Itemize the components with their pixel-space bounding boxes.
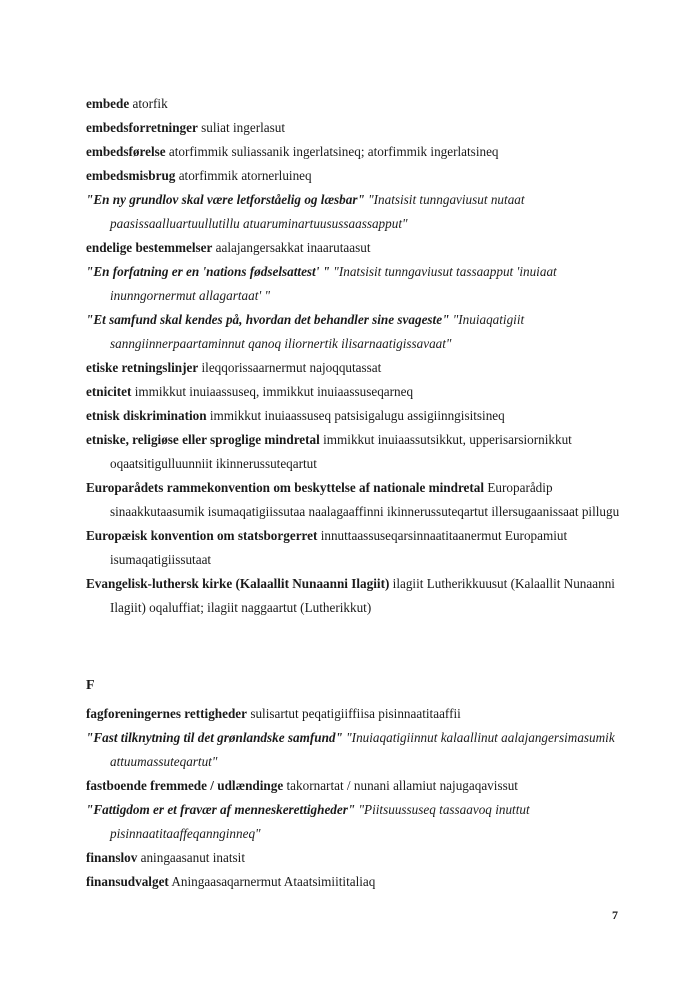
entry-term: embedsførelse [86, 144, 166, 159]
entry-definition: "Inuiaqatigiinnut kalaallinut aalajangersimasumik attuumassuteqartut" [110, 730, 615, 769]
glossary-entry [86, 798, 626, 846]
entry-definition: "Inatsisit tunngaviusut tassaapput 'inuiaat inunngornermut allagartaat' " [110, 264, 557, 303]
entry-definition: sulisartut peqatigiiffiisa pisinnaatitaaffii [250, 706, 461, 721]
entry-term: endelige bestemmelser [86, 240, 213, 255]
entry-definition: innuttaassuseqarsinnaatitaanermut Europamiut isumaqatigiissutaat [110, 528, 568, 567]
entry-definition: takornartat / nunani allamiut najugaqavissut [286, 778, 518, 793]
entry-term: Europæisk konvention om statsborgerret [86, 528, 318, 543]
glossary-entry [86, 116, 626, 140]
entry-term: etiske retningslinjer [86, 360, 199, 375]
section-letter-f: F [86, 678, 95, 693]
entry-definition: aalajangersakkat inaarutaasut [215, 240, 371, 255]
entry-definition: ilagiit Lutherikkuusut (Kalaallit Nunaanni Ilagiit) oqaluffiat; ilagiit naggaartut (Lutherikkut) [110, 576, 615, 615]
entry-term: etnicitet [86, 384, 132, 399]
glossary-entry [86, 260, 626, 308]
entry-term: Evangelisk-luthersk kirke (Kalaallit Nunaanni Ilagiit) [86, 576, 390, 591]
entry-term: embedsmisbrug [86, 168, 176, 183]
glossary-entry [86, 774, 626, 798]
glossary-entry [86, 140, 626, 164]
entry-definition: Europarådip sinaakkutaasumik isumaqatigiissutaa naalagaaffinni ikinnerussuteqartut illersugaanissaat pillugu [110, 480, 620, 519]
entry-definition: "Inatsisit tunngaviusut nutaat paasissaalluartuullutillu atuaruminartuusussaassapput" [110, 192, 525, 231]
glossary-entry [86, 702, 626, 726]
entry-definition: Aningaasaqarnermut Ataatsimiititaliaq [171, 874, 376, 889]
entry-term: fagforeningernes rettigheder [86, 706, 248, 721]
section-f-entries [86, 702, 626, 894]
glossary-entry [86, 308, 626, 356]
section-e-entries [86, 92, 626, 620]
entry-definition: atorfimmik suliassanik ingerlatsineq; atorfimmik ingerlatsineq [168, 144, 499, 159]
glossary-entry [86, 380, 626, 404]
entry-term: "Fattigdom er et fravær af menneskerettigheder" [86, 802, 356, 817]
entry-definition: immikkut inuiaassuseq, immikkut inuiaassuseqarneq [134, 384, 414, 399]
glossary-entry [86, 92, 626, 116]
entry-term: fastboende fremmede / udlændinge [86, 778, 284, 793]
entry-term: "En ny grundlov skal være letforståelig og læsbar" [86, 192, 365, 207]
glossary-entry [86, 572, 626, 620]
entry-definition: "Inuiaqatigiit sanngiinnerpaartaminnut qanoq iliornertik ilisarnaatigissavaat" [110, 312, 525, 351]
entry-definition: atorfimmik atornerluineq [178, 168, 312, 183]
entry-definition: atorfik [132, 96, 168, 111]
entry-definition: aningaasanut inatsit [140, 850, 245, 865]
glossary-entry [86, 476, 626, 524]
glossary-entry [86, 870, 626, 894]
glossary-entry [86, 428, 626, 476]
entry-definition: suliat ingerlasut [201, 120, 285, 135]
entry-term: etnisk diskrimination [86, 408, 207, 423]
entry-definition: "Piitsuussuseq tassaavoq inuttut pisinnaatitaaffeqannginneq" [110, 802, 530, 841]
glossary-entry [86, 164, 626, 188]
glossary-entry [86, 236, 626, 260]
entry-term: finansudvalget [86, 874, 169, 889]
entry-definition: immikkut inuiaassuseq patsisigalugu assigiinngisitsineq [209, 408, 505, 423]
entry-term: "Et samfund skal kendes på, hvordan det behandler sine svageste" [86, 312, 450, 327]
entry-definition: immikkut inuiaassutsikkut, upperisarsiornikkut oqaatsitigulluunniit ikinnerussuteqartut [110, 432, 572, 471]
entry-term: embedsforretninger [86, 120, 198, 135]
entry-term: "En forfatning er en 'nations fødselsattest' " [86, 264, 330, 279]
glossary-content [86, 92, 626, 894]
entry-term: finanslov [86, 850, 138, 865]
entry-term: "Fast tilknytning til det grønlandske samfund" [86, 730, 343, 745]
glossary-entry [86, 188, 626, 236]
glossary-entry [86, 846, 626, 870]
page-number: 7 [612, 908, 618, 922]
entry-term: embede [86, 96, 130, 111]
entry-term: Europarådets rammekonvention om beskyttelse af nationale mindretal [86, 480, 485, 495]
glossary-entry [86, 356, 626, 380]
entry-definition: ileqqorissaarnermut najoqqutassat [201, 360, 382, 375]
glossary-entry [86, 726, 626, 774]
entry-term: etniske, religiøse eller sproglige mindretal [86, 432, 320, 447]
glossary-entry [86, 404, 626, 428]
glossary-entry [86, 524, 626, 572]
